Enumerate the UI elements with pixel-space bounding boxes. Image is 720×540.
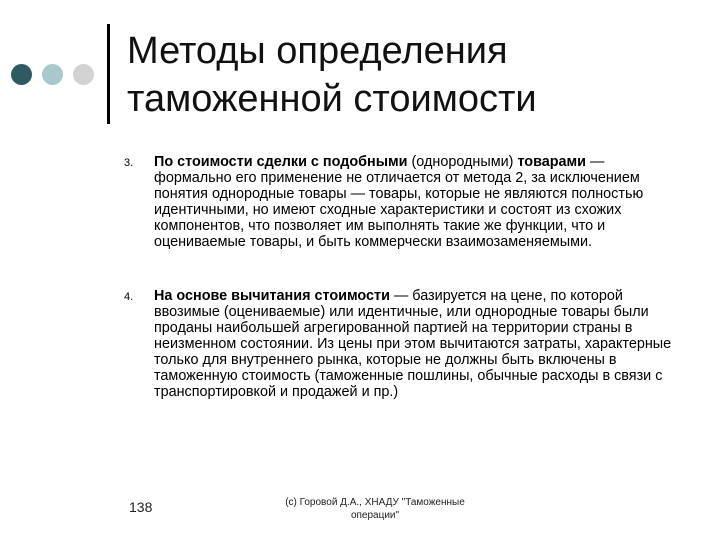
method-3-description: — формально его применение не отличается от метода 2, за исключением понятия однородные товары — товары, которые не являются полностью идентичными, но имеют сходные характеристики и состоят из схожих компонентов, что позволяет им выполнять такие же функции, что и оцениваемые товары, и быть коммерчески взаимозаменяемыми. (154, 154, 644, 250)
decorative-dot-gray (73, 64, 94, 85)
slide-title-line-1: Методы определения (127, 30, 508, 72)
decorative-dots (11, 64, 95, 86)
slide-title (127, 27, 707, 123)
slide-number: 138 (129, 499, 153, 515)
title-divider-line (107, 24, 110, 124)
list-item-method-4 (124, 288, 684, 400)
method-4-term: На основе вычитания стоимости (154, 288, 390, 304)
footer-credit (270, 496, 480, 522)
decorative-dot-teal (42, 64, 63, 85)
method-4-description: — базируется на цене, по которой ввозимые (оцениваемые) или идентичные, или однородные товары были проданы наибольшей агрегированной партией на территории страны в неизменном состоянии. Из цены при этом вычитаются затраты, характерные только для внутреннего рынка, которые не должны быть включены в таможенную стоимость (таможенные пошлины, обычные расходы в связи с транспортировкой и продажей и пр.) (154, 288, 672, 400)
footer-credit-line-1: (c) Горовой Д.А., ХНАДУ "Таможенные (285, 497, 465, 508)
methods-list (124, 154, 684, 400)
list-item-number: 4. (124, 291, 134, 303)
method-3-term: По стоимости сделки с подобными (154, 154, 408, 170)
decorative-dot-dark (11, 64, 32, 85)
method-3-clarification: (однородными) (407, 154, 518, 170)
method-3-term-2: товарами (517, 154, 587, 170)
footer-credit-line-2: операции" (350, 510, 400, 521)
slide-title-line-2: таможенной стоимости (127, 78, 537, 120)
list-item-method-3 (124, 154, 684, 250)
list-item-number: 3. (124, 157, 134, 169)
